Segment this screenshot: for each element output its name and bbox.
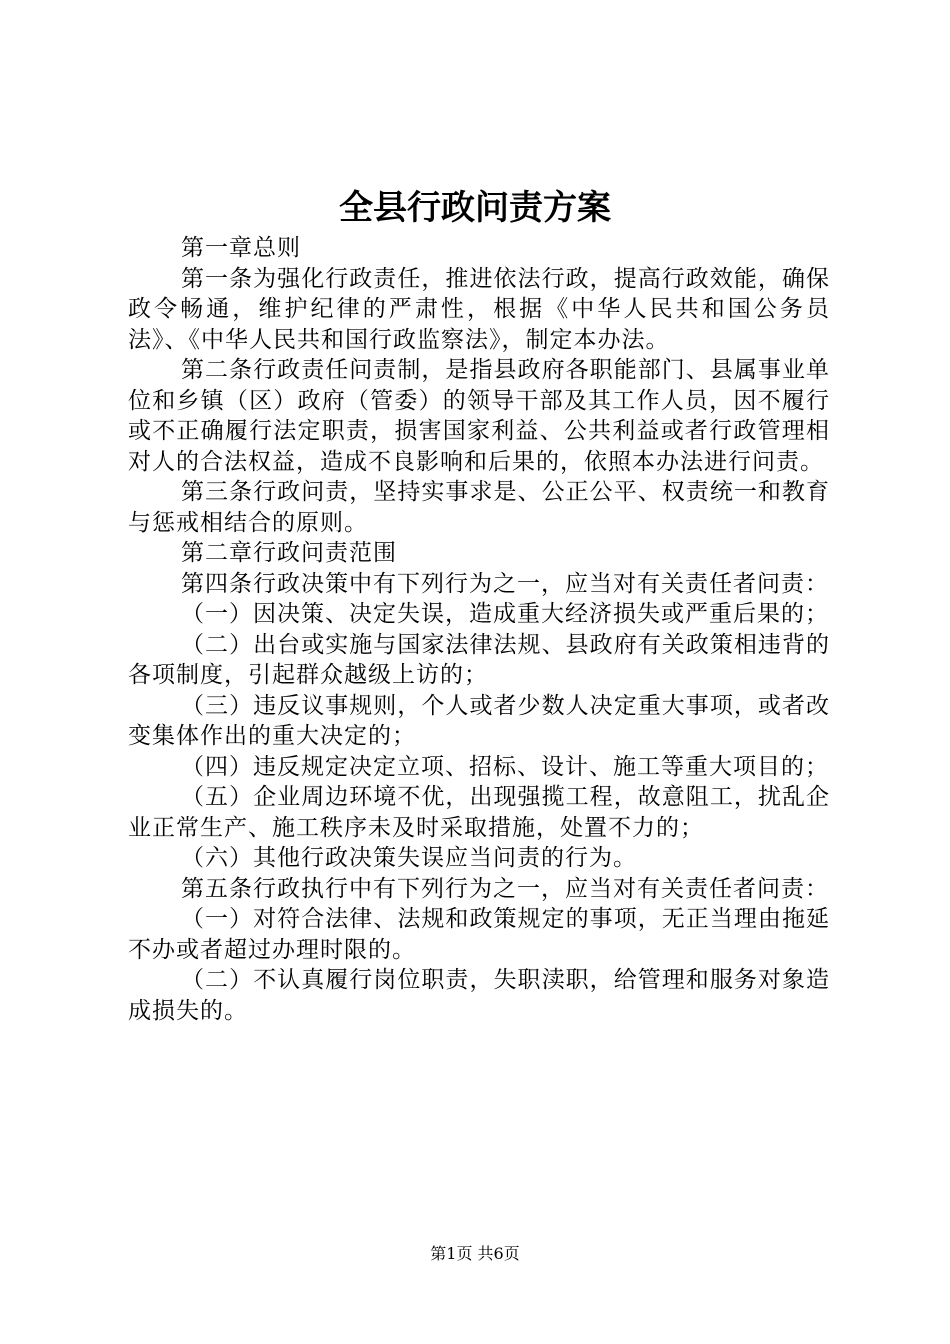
list-item: （二）不认真履行岗位职责，失职渎职，给管理和服务对象造成损失的。	[128, 967, 830, 1024]
list-item: （六）其他行政决策失误应当问责的行为。	[181, 845, 637, 871]
chapter-heading: 第二章行政问责范围	[181, 540, 397, 566]
article-paragraph: 第三条行政问责，坚持实事求是、公正公平、权责统一和教育与惩戒相结合的原则。	[128, 479, 830, 536]
list-item: （五）企业周边环境不优，出现强揽工程，故意阻工，扰乱企业正常生产、施工秩序未及时采取措施，处置不力的；	[128, 784, 830, 841]
article-paragraph: 第四条行政决策中有下列行为之一，应当对有关责任者问责：	[181, 570, 829, 597]
page-footer: 第1页 共6页	[430, 1244, 520, 1263]
document-title: 全县行政问责方案	[339, 188, 611, 228]
list-item: （一）因决策、决定失误，造成重大经济损失或严重后果的；	[181, 601, 829, 627]
document-body	[128, 233, 830, 1026]
list-item: （一）对符合法律、法规和政策规定的事项，无正当理由拖延不办或者超过办理时限的。	[128, 906, 830, 963]
article-paragraph: 第一条为强化行政责任，推进依法行政，提高行政效能，确保政令畅通，维护纪律的严肃性，根据《中华人民共和国公务员法》、《中华人民共和国行政监察法》，制定本办法。	[128, 265, 830, 353]
article-paragraph: 第五条行政执行中有下列行为之一，应当对有关责任者问责：	[181, 875, 829, 902]
list-item: （三）违反议事规则，个人或者少数人决定重大事项，或者改变集体作出的重大决定的；	[128, 692, 830, 749]
list-item: （四）违反规定决定立项、招标、设计、施工等重大项目的；	[181, 753, 829, 780]
article-paragraph: 第二条行政责任问责制，是指县政府各职能部门、县属事业单位和乡镇（区）政府（管委）的领导干部及其工作人员，因不履行或不正确履行法定职责，损害国家利益、公共利益或者行政管理相对人的合法权益，造成不良影响和后果的，依照本办法进行问责。	[128, 357, 830, 475]
chapter-heading: 第一章总则	[181, 235, 301, 261]
list-item: （二）出台或实施与国家法律法规、县政府有关政策相违背的各项制度，引起群众越级上访的；	[128, 631, 830, 688]
